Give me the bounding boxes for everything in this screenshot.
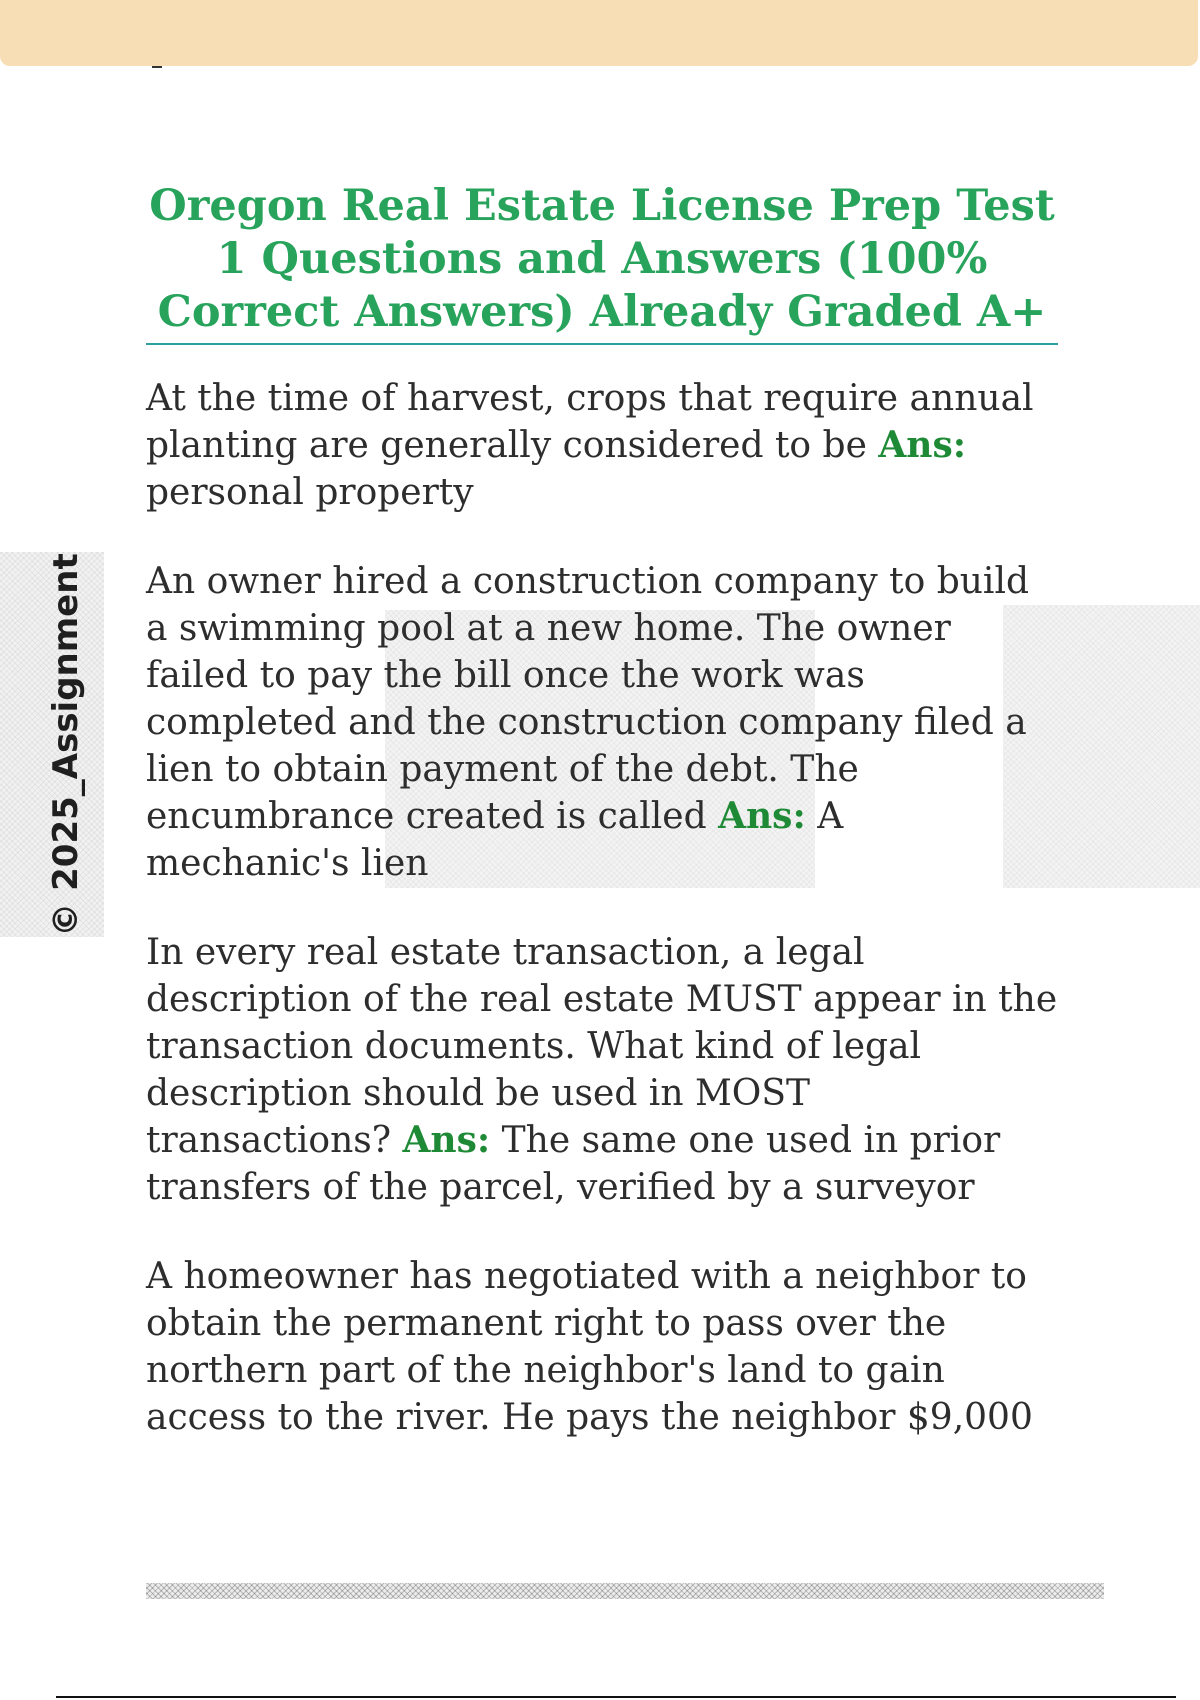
answer-text: A mechanic's lien: [146, 796, 844, 884]
bottom-rule: [56, 1696, 1176, 1698]
qa-list: [146, 375, 1058, 1441]
document-body: [146, 180, 1058, 1483]
top-mark: [152, 66, 162, 68]
qa-item: [146, 558, 1058, 887]
bottom-hatch-band: [146, 1583, 1104, 1599]
question-text: At the time of harvest, crops that require annual planting are generally considered to be: [146, 378, 1034, 466]
top-banner: [0, 0, 1198, 66]
side-watermark-text: © 2025_Assignment: [46, 553, 86, 937]
document-title: Oregon Real Estate License Prep Test 1 Questions and Answers (100% Correct Answers) Already Graded A+: [146, 180, 1058, 345]
answer-text: personal property: [146, 472, 474, 513]
qa-item: [146, 929, 1058, 1211]
question-text: An owner hired a construction company to build a swimming pool at a new home. The owner failed to pay the bill once the work was completed and the construction company filed a lien to obtain payment of the debt. The encumbrance created is called: [146, 561, 1030, 837]
qa-item: [146, 375, 1058, 516]
answer-text: The same one used in prior transfers of the parcel, verified by a surveyor: [146, 1120, 1001, 1208]
qa-item: [146, 1253, 1058, 1441]
answer-label: Ans:: [402, 1119, 491, 1161]
question-text: In every real estate transaction, a legal description of the real estate MUST appear in the transaction documents. What kind of legal description should be used in MOST transactions?: [146, 932, 1058, 1161]
answer-label: Ans:: [878, 424, 967, 466]
question-text: A homeowner has negotiated with a neighbor to obtain the permanent right to pass over the northern part of the neighbor's land to gain access to the river. He pays the neighbor $9,000: [146, 1256, 1033, 1438]
answer-label: Ans:: [718, 795, 806, 837]
